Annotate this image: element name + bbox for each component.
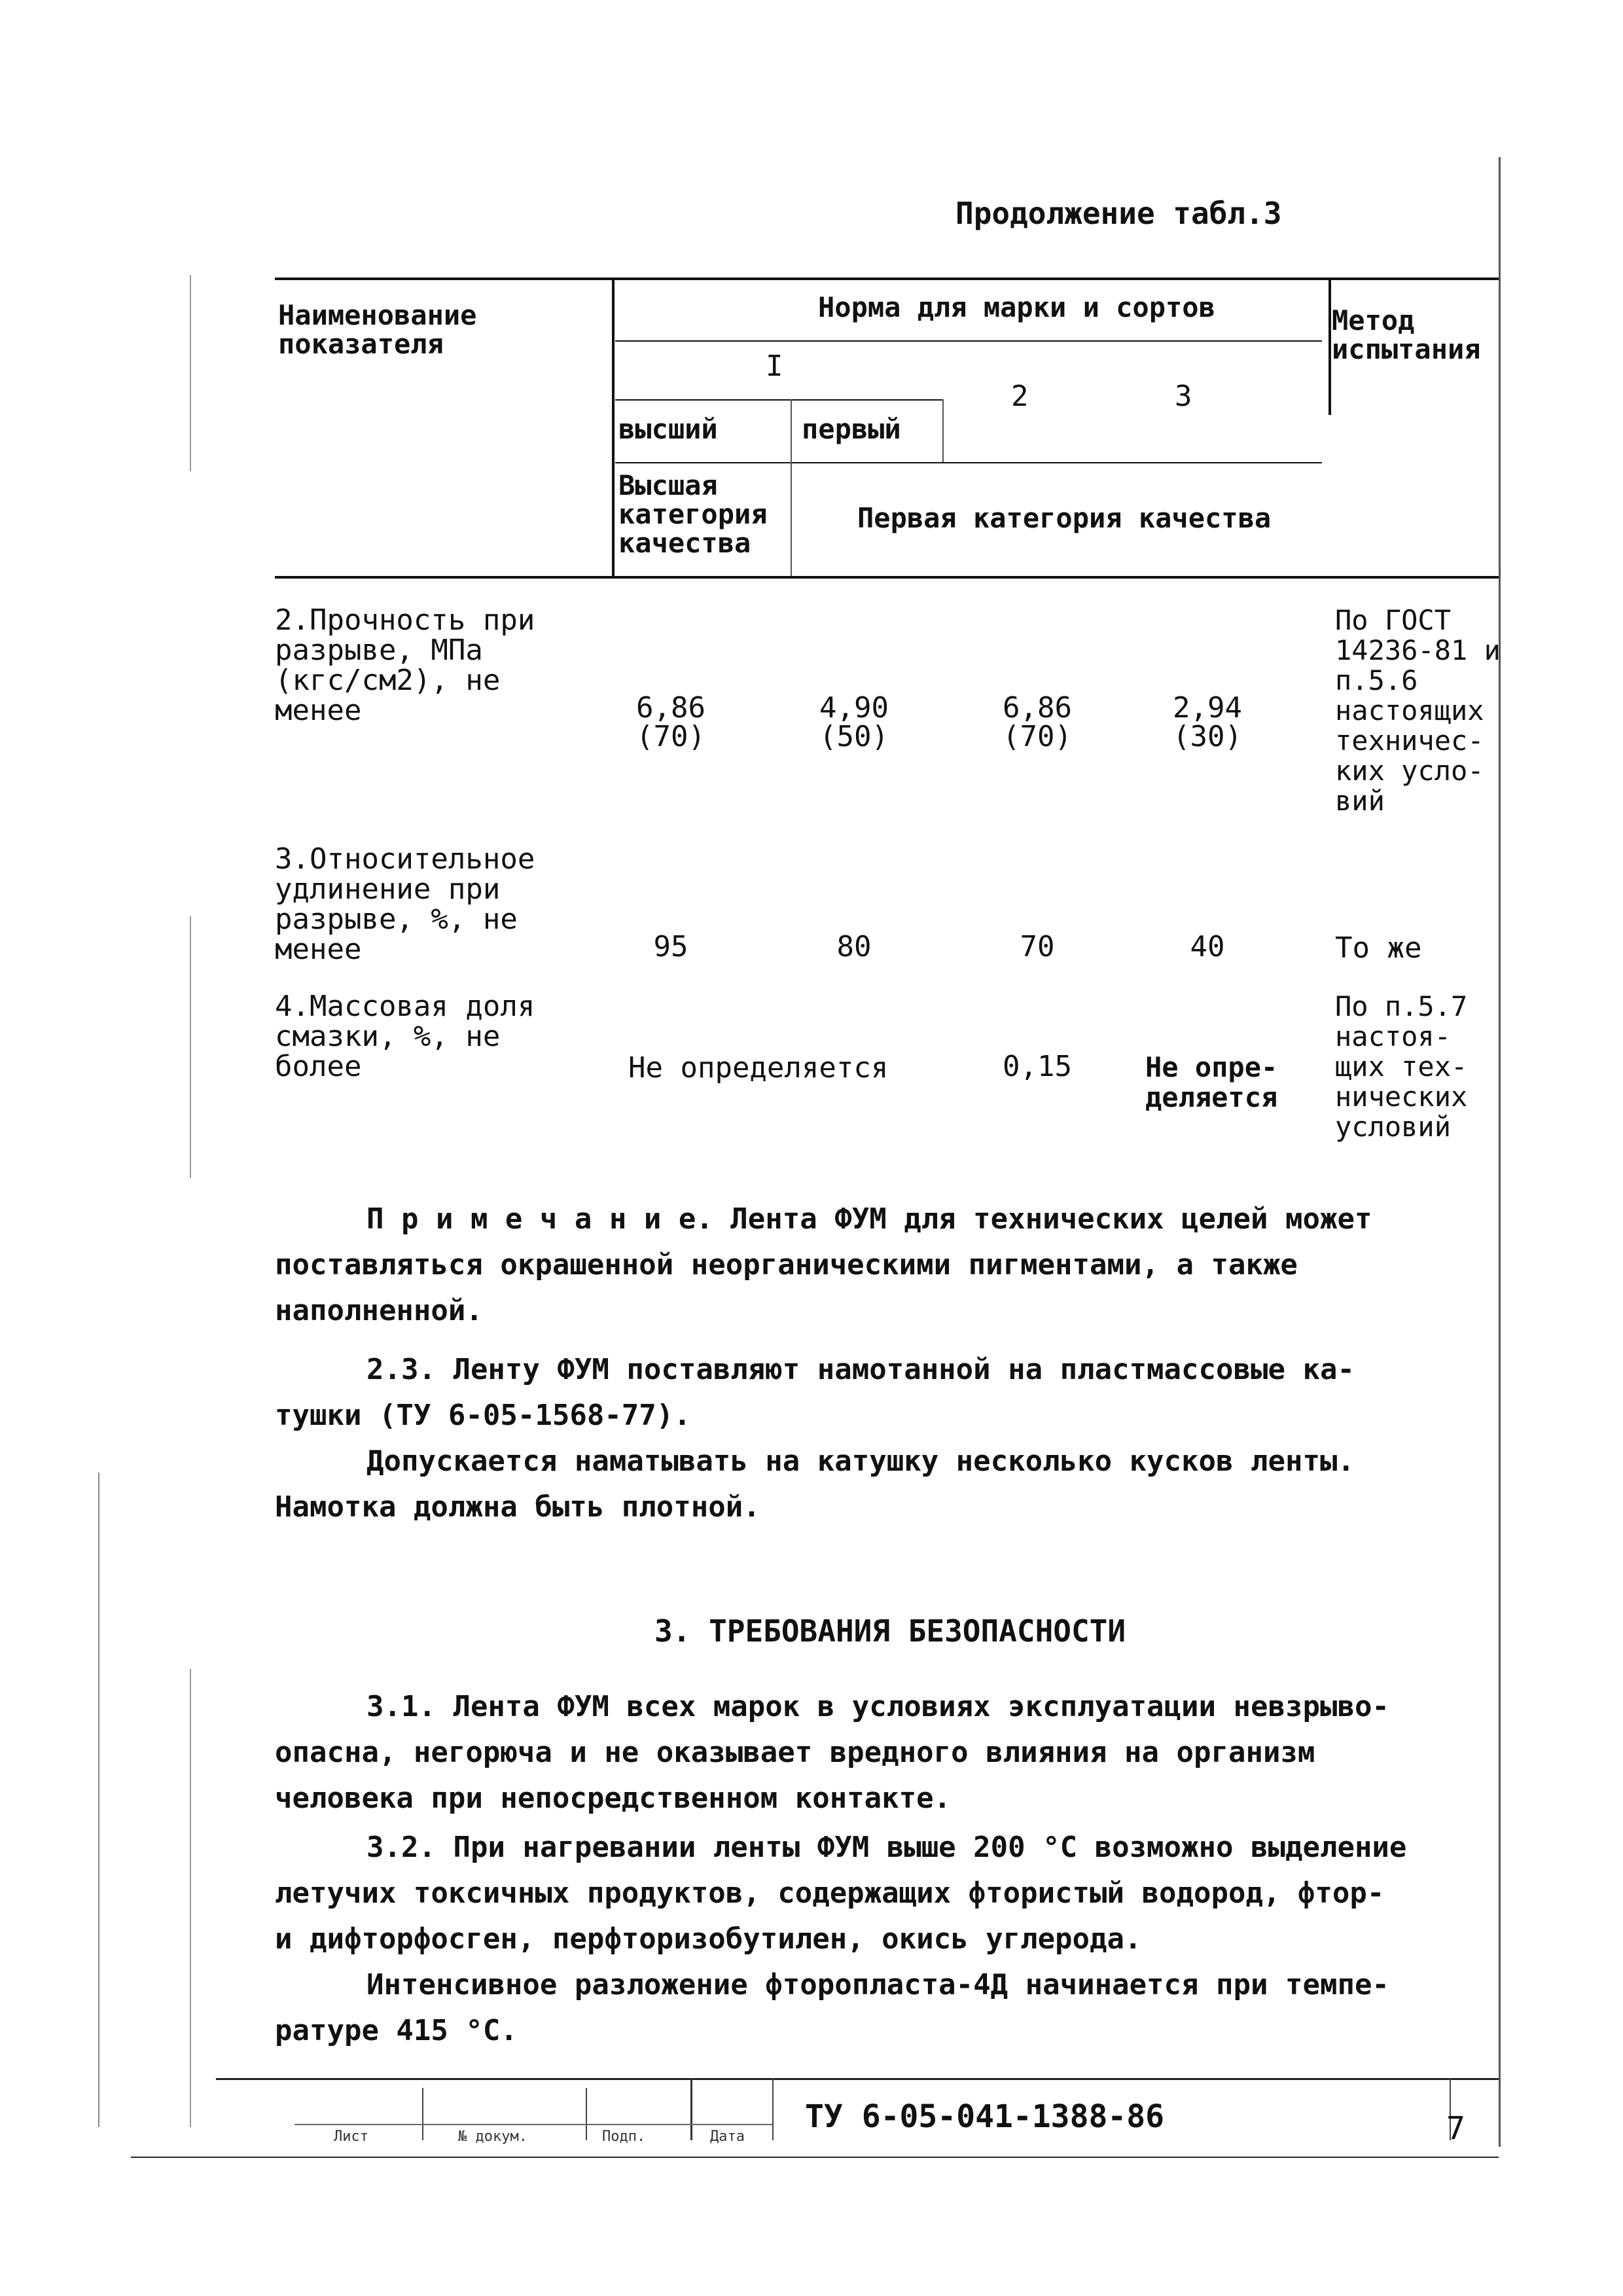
row-value: 40	[1190, 930, 1225, 963]
row-method: По ГОСТ 14236-81 и п.5.6 настоящих техничес- ких усло- вий	[1335, 604, 1501, 817]
table-col-divider	[612, 278, 615, 577]
paragraph-2-3: 2.3. Ленту ФУМ поставляют намотанной на пластмассовые ка-	[366, 1353, 1355, 1386]
paragraph-3-1: человека при непосредственном контакте.	[275, 1782, 952, 1815]
table-col-divider	[791, 462, 792, 576]
title-block-divider	[772, 2078, 774, 2140]
stamp-label-doc-no: № докум.	[458, 2128, 527, 2145]
row-value: 2,94 (30)	[1173, 691, 1242, 753]
paragraph-3-1: 3.1. Лента ФУМ всех марок в условиях эксплуатации невзрыво-	[366, 1690, 1389, 1723]
header-grade-3: 3	[1175, 380, 1192, 413]
title-block-top-rule	[216, 2078, 1499, 2080]
paragraph-3-2: летучих токсичных продуктов, содержащих фтористый водород, фтор-	[275, 1876, 1385, 1910]
table-col-divider	[791, 399, 792, 462]
paragraph-3-2b: ратуре 415 °С.	[275, 2014, 518, 2047]
row-value: 6,86 (70)	[1003, 691, 1072, 753]
title-block-rule	[294, 2124, 772, 2125]
row-value: 95	[653, 930, 688, 963]
row-method: По п.5.7 настоя- щих тех- нических условий	[1335, 990, 1468, 1143]
paragraph-2-3: тушки (ТУ 6-05-1568-77).	[275, 1399, 691, 1432]
stamp-label-sheet: Лист	[334, 2128, 368, 2145]
left-margin-mark	[190, 275, 191, 471]
row-value: 0,15	[1003, 1050, 1072, 1083]
table-col-divider	[1329, 278, 1331, 415]
title-block-divider	[690, 2078, 692, 2140]
row-value: Не опре- деляется	[1145, 1051, 1278, 1113]
header-grade-2: 2	[1011, 380, 1029, 413]
row-value: 6,86 (70)	[636, 691, 705, 753]
note-line: П р и м е ч а н и е. Лента ФУМ для технических целей может	[366, 1202, 1372, 1236]
paragraph-3-2: и дифторфосген, перфторизобутилен, окись углерода.	[275, 1922, 1142, 1956]
title-block-bottom-rule	[131, 2157, 1499, 2158]
note-line: поставляться окрашенной неорганическими пигментами, а также	[275, 1248, 1298, 1282]
right-margin-line	[1499, 157, 1501, 2147]
table-col-divider	[942, 399, 944, 462]
header-category-first: Первая категория качества	[857, 502, 1272, 534]
section-3-heading: 3. ТРЕБОВАНИЯ БЕЗОПАСНОСТИ	[654, 1613, 1126, 1649]
header-indicator-name: Наименование показателя	[278, 299, 477, 360]
row-name: 3.Относительное удлинение при разрыве, %, не менее	[275, 842, 535, 966]
row-value: 80	[836, 930, 872, 963]
left-margin-mark	[98, 1473, 99, 2127]
table-header-rule	[615, 399, 942, 401]
paragraph-3-1: опасна, негорюча и не оказывает вредного влияния на организм	[275, 1736, 1315, 1769]
paragraph-2-3b: Допускается наматывать на катушку несколько кусков ленты.	[366, 1444, 1355, 1478]
row-method: То же	[1335, 931, 1422, 965]
page-number: 7	[1446, 2110, 1465, 2147]
header-category-high: Высшая категория качества	[618, 469, 768, 559]
row-value: 70	[1020, 930, 1055, 963]
header-sort-high: высший	[618, 413, 718, 445]
table-header-rule	[615, 340, 1322, 342]
row-name: 2.Прочность при разрыве, МПа (кгс/см2), не менее	[275, 603, 535, 727]
header-sort-first: первый	[802, 413, 901, 445]
paragraph-3-2: 3.2. При нагревании ленты ФУМ выше 200 °С возможно выделение	[366, 1831, 1407, 1864]
row-name: 4.Массовая доля смазки, %, не более	[275, 990, 535, 1083]
title-block-divider	[422, 2088, 423, 2140]
paragraph-3-2b: Интенсивное разложение фторопласта-4Д начинается при темпе-	[366, 1968, 1389, 2001]
table-header-bottom-rule	[275, 576, 1499, 579]
table-top-rule	[275, 278, 1499, 280]
table-continuation-label: Продолжение табл.3	[955, 196, 1282, 231]
header-norms: Норма для марки и сортов	[818, 291, 1215, 323]
left-margin-mark	[190, 916, 191, 1178]
header-grade-1: I	[766, 350, 783, 383]
stamp-label-date: Дата	[710, 2128, 745, 2145]
document-code: ТУ 6-05-041-1388-86	[805, 2098, 1165, 2135]
title-block-divider	[586, 2088, 587, 2140]
header-method: Метод испытания	[1332, 306, 1481, 364]
row-value: Не определяется	[628, 1051, 889, 1085]
row-value: 4,90 (50)	[819, 691, 889, 753]
paragraph-2-3b: Намотка должна быть плотной.	[275, 1490, 760, 1524]
stamp-label-sign: Подп.	[602, 2128, 646, 2145]
table-header-rule	[615, 462, 1322, 463]
note-line: наполненной.	[275, 1294, 483, 1327]
left-margin-mark	[190, 1669, 191, 2127]
